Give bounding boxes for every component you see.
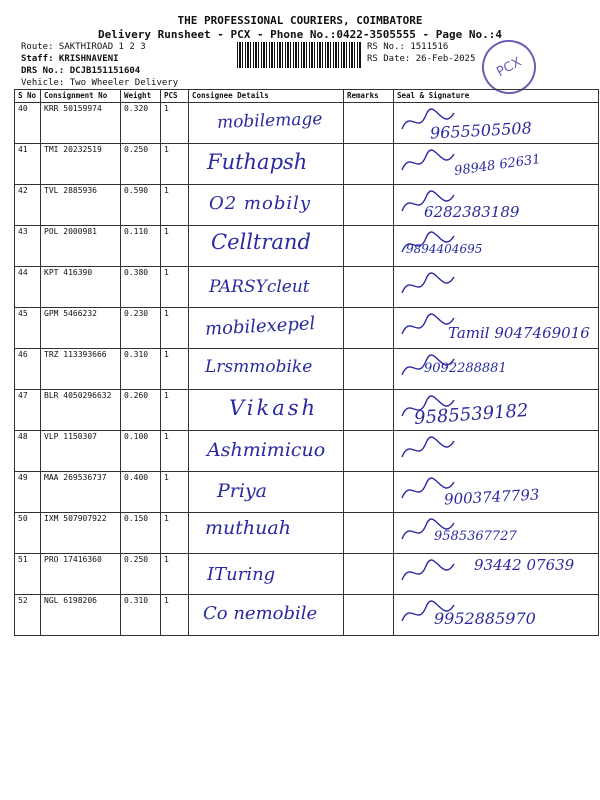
table-row (15, 226, 599, 267)
consignment-no-cell: TVL 2885936 (41, 185, 121, 226)
rs-date-text: RS Date: 26-Feb-2025 (367, 54, 476, 64)
signature-phone-handwriting: Tamil 9047469016 (448, 324, 590, 342)
consignee-handwriting: Futhapsh (207, 150, 308, 174)
sno-cell: 46 (15, 349, 41, 390)
signature-scribble (398, 556, 458, 590)
signature-phone-handwriting: 9585539182 (413, 400, 530, 429)
consignment-no-cell: PRO 17416360 (41, 554, 121, 595)
signature-phone-handwriting: 9003747793 (443, 485, 540, 509)
page-subtitle: Delivery Runsheet - PCX - Phone No.:0422-3505555 - Page No.:4 (98, 28, 502, 41)
weight-cell: 0.380 (121, 267, 161, 308)
pcs-cell: 1 (161, 431, 189, 472)
table-row (15, 349, 599, 390)
consignee-handwriting: Celltrand (211, 230, 311, 254)
sno-cell: 41 (15, 144, 41, 185)
weight-cell: 0.250 (121, 554, 161, 595)
signature-phone-handwriting: 9585367727 (434, 529, 517, 544)
stamp-text: PCX (494, 54, 524, 80)
table-row (15, 144, 599, 185)
table-row (15, 308, 599, 349)
signature-cell (394, 595, 599, 636)
col-sno: S No (15, 90, 41, 103)
table-row (15, 103, 599, 144)
signature-cell (394, 431, 599, 472)
table-row (15, 554, 599, 595)
signature-cell (394, 308, 599, 349)
pcs-cell: 1 (161, 595, 189, 636)
signature-phone-handwriting: 9092288881 (424, 361, 507, 376)
table-row (15, 472, 599, 513)
consignee-cell (189, 185, 344, 226)
consignment-no-cell: BLR 4050296632 (41, 390, 121, 431)
sno-cell: 44 (15, 267, 41, 308)
consignment-no-cell: KRR 50159974 (41, 103, 121, 144)
consignment-no-cell: IXM 507907922 (41, 513, 121, 554)
sno-cell: 49 (15, 472, 41, 513)
sno-cell: 47 (15, 390, 41, 431)
remarks-cell (344, 103, 394, 144)
signature-cell (394, 267, 599, 308)
consignee-handwriting: Ashmimicuo (207, 439, 326, 461)
remarks-cell (344, 144, 394, 185)
consignment-no-cell: VLP 1150307 (41, 431, 121, 472)
remarks-cell (344, 390, 394, 431)
consignee-handwriting: mobilemage (216, 109, 323, 133)
pcs-cell: 1 (161, 349, 189, 390)
col-signature: Seal & Signature (394, 90, 599, 103)
pcs-cell: 1 (161, 185, 189, 226)
consignee-cell (189, 595, 344, 636)
consignee-handwriting: Lrsmmobike (205, 357, 313, 377)
signature-cell (394, 144, 599, 185)
weight-cell: 0.400 (121, 472, 161, 513)
consignee-cell (189, 472, 344, 513)
weight-cell: 0.310 (121, 595, 161, 636)
pcs-cell: 1 (161, 226, 189, 267)
page-title: THE PROFESSIONAL COURIERS, COIMBATORE (177, 14, 423, 27)
pcs-cell: 1 (161, 390, 189, 431)
sno-cell: 52 (15, 595, 41, 636)
weight-cell: 0.110 (121, 226, 161, 267)
sno-cell: 50 (15, 513, 41, 554)
consignee-cell (189, 226, 344, 267)
consignee-handwriting: ITuring (207, 564, 276, 585)
sno-cell: 43 (15, 226, 41, 267)
meta-left (21, 41, 178, 89)
remarks-cell (344, 513, 394, 554)
remarks-cell (344, 308, 394, 349)
weight-cell: 0.100 (121, 431, 161, 472)
weight-cell: 0.150 (121, 513, 161, 554)
sno-cell: 45 (15, 308, 41, 349)
consignee-handwriting: Vikash (229, 396, 319, 420)
pcs-cell: 1 (161, 267, 189, 308)
consignee-cell (189, 390, 344, 431)
consignee-handwriting: mobilexepel (204, 313, 316, 340)
remarks-cell (344, 554, 394, 595)
sno-cell: 42 (15, 185, 41, 226)
consignee-cell (189, 308, 344, 349)
pcs-cell: 1 (161, 103, 189, 144)
table-header-row (15, 90, 599, 103)
consignee-cell (189, 431, 344, 472)
consignment-no-cell: GPM 5466232 (41, 308, 121, 349)
remarks-cell (344, 472, 394, 513)
signature-cell (394, 226, 599, 267)
runsheet-table (14, 89, 599, 636)
signature-scribble (398, 269, 458, 303)
remarks-cell (344, 595, 394, 636)
signature-phone-handwriting: 9655505508 (429, 118, 533, 143)
table-row (15, 185, 599, 226)
consignee-handwriting: muthuah (205, 517, 291, 539)
consignee-handwriting: PARSYcleut (209, 277, 310, 297)
consignee-handwriting: Priya (217, 480, 268, 502)
barcode (237, 42, 361, 68)
table-row (15, 267, 599, 308)
remarks-cell (344, 431, 394, 472)
sno-cell: 51 (15, 554, 41, 595)
signature-phone-handwriting: 6282383189 (424, 203, 520, 221)
signature-scribble (398, 146, 458, 180)
meta-right (367, 41, 475, 65)
signature-phone-handwriting: 93442 07639 (474, 556, 575, 574)
pcs-cell: 1 (161, 144, 189, 185)
consignee-handwriting: O2 mobily (209, 193, 312, 214)
col-pcs: PCS (161, 90, 189, 103)
weight-cell: 0.320 (121, 103, 161, 144)
pcs-cell: 1 (161, 308, 189, 349)
signature-cell (394, 185, 599, 226)
sno-cell: 48 (15, 431, 41, 472)
remarks-cell (344, 226, 394, 267)
staff-text: Staff: KRISHNAVENI (21, 54, 119, 64)
sno-cell: 40 (15, 103, 41, 144)
remarks-cell (344, 267, 394, 308)
weight-cell: 0.250 (121, 144, 161, 185)
consignment-no-cell: MAA 269536737 (41, 472, 121, 513)
col-weight: Weight (121, 90, 161, 103)
table-row (15, 513, 599, 554)
signature-cell (394, 390, 599, 431)
consignment-no-cell: POL 2000981 (41, 226, 121, 267)
table-row (15, 595, 599, 636)
consignee-handwriting: Co nemobile (203, 603, 318, 624)
signature-phone-handwriting: 9894404695 (406, 242, 483, 256)
col-consignee: Consignee Details (189, 90, 344, 103)
consignee-cell (189, 349, 344, 390)
consignee-cell (189, 513, 344, 554)
consignee-cell (189, 554, 344, 595)
remarks-cell (344, 349, 394, 390)
signature-cell (394, 472, 599, 513)
weight-cell: 0.310 (121, 349, 161, 390)
consignment-no-cell: TRZ 113393666 (41, 349, 121, 390)
signature-cell (394, 349, 599, 390)
signature-cell (394, 513, 599, 554)
signature-cell (394, 554, 599, 595)
table-row (15, 431, 599, 472)
consignment-no-cell: TMI 20232519 (41, 144, 121, 185)
table-row (15, 390, 599, 431)
signature-phone-handwriting: 98948 62631 (453, 152, 542, 179)
remarks-cell (344, 185, 394, 226)
consignment-no-cell: NGL 6198206 (41, 595, 121, 636)
pcs-cell: 1 (161, 472, 189, 513)
signature-cell (394, 103, 599, 144)
signature-phone-handwriting: 9952885970 (434, 609, 536, 628)
consignee-cell (189, 103, 344, 144)
signature-scribble (398, 433, 458, 467)
col-consignment: Consignment No (41, 90, 121, 103)
vehicle-text: Vehicle: Two Wheeler Delivery (21, 78, 179, 88)
consignee-cell (189, 267, 344, 308)
weight-cell: 0.260 (121, 390, 161, 431)
pcs-cell: 1 (161, 513, 189, 554)
route-text: Route: SAKTHIROAD 1 2 3 (21, 42, 146, 52)
consignment-no-cell: KPT 416390 (41, 267, 121, 308)
consignee-cell (189, 144, 344, 185)
weight-cell: 0.230 (121, 308, 161, 349)
pcs-cell: 1 (161, 554, 189, 595)
drs-text: DRS No.: DCJB151151604 (21, 66, 141, 76)
rs-no-text: RS No.: 1511516 (367, 42, 449, 52)
weight-cell: 0.590 (121, 185, 161, 226)
col-remarks: Remarks (344, 90, 394, 103)
